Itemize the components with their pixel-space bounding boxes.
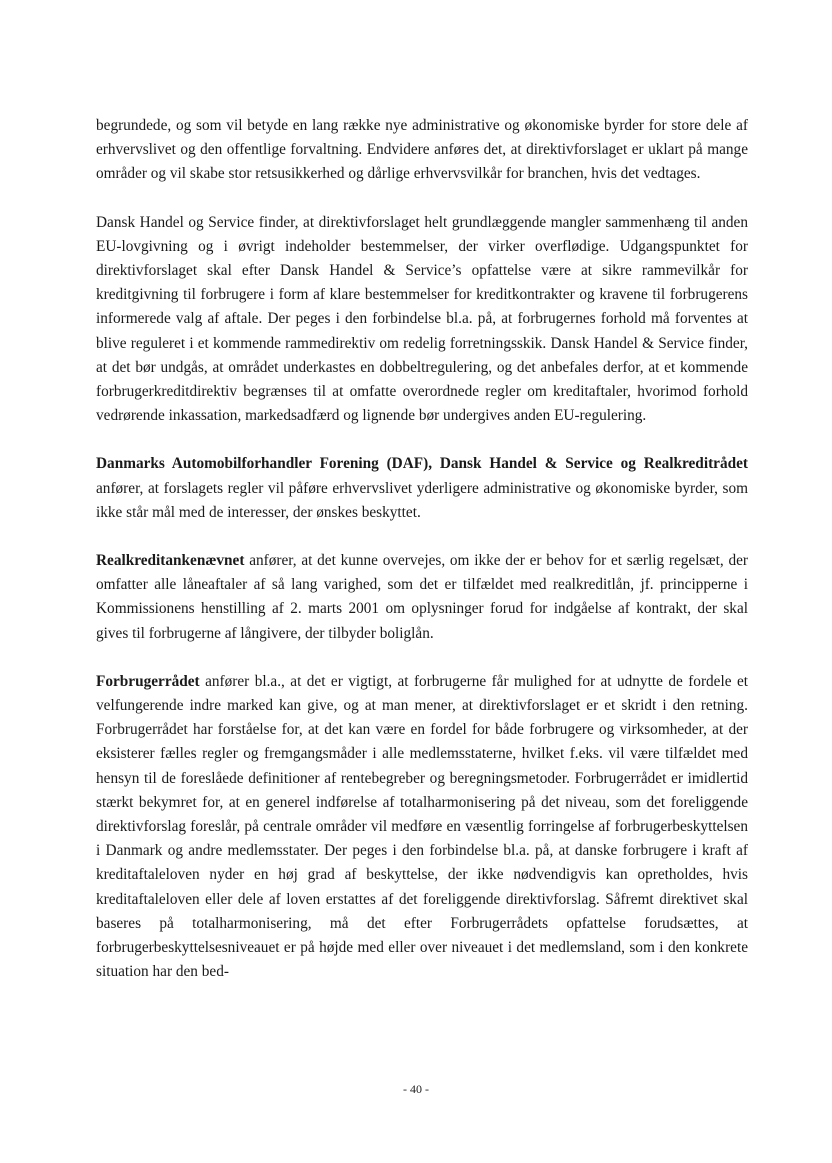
paragraph-forbrugerraadet — [96, 670, 748, 985]
paragraph-text: Dansk Handel og Service finder, at direktivforslaget helt grundlæggende mangler sammenhæng til anden EU-lovgivning og i øvrigt indeholder bestemmelser, der virker overflødige. Udgangspunktet for direktivforslaget skal efter Dansk Handel & Service’s opfattelse være at sikre rammevilkår for kreditgivning til forbrugere i form af klare bestemmelser for kreditkontrakter og kravene til forbrugerens informerede valg af aftale. Der peges i den forbindelse bl.a. på, at forbrugernes forhold må forventes at blive reguleret i et kommende rammedirektiv om redelig forretningsskik. Dansk Handel & Service finder, at det bør undgås, at området underkastes en dobbeltregulering, og det anbefales derfor, at et kommende forbrugerkreditdirektiv begrænses til at omfatte overordnede regler om kreditaftaler, hvorimod forhold vedrørende inkassation, markedsadfærd og lignende bør undergives anden EU-regulering. — [96, 213, 748, 425]
paragraph-lead: Forbrugerrådet — [96, 672, 200, 690]
page-number: - 40 - — [403, 1082, 429, 1096]
paragraph-text: begrundede, og som vil betyde en lang række nye administrative og økonomiske byrder for store dele af erhvervslivet og den offentlige forvaltning. Endvidere anføres det, at direktivforslaget er uklart på mange områder og vil skabe stor retsusikkerhed og dårlige erhvervsvilkår for branchen, hvis det vedtages. — [96, 117, 748, 183]
paragraph-daf — [96, 452, 748, 525]
paragraph-dansk-handel — [96, 211, 748, 429]
document-body — [96, 114, 748, 985]
paragraph-continuation — [96, 114, 748, 187]
paragraph-realkreditankenaevnet — [96, 549, 748, 646]
paragraph-lead: Danmarks Automobilforhandler Forening (DAF), Dansk Handel & Service og Realkreditrådet — [96, 455, 748, 473]
paragraph-text: anfører, at forslagets regler vil påføre erhvervslivet yderligere administrative og økonomiske byrder, som ikke står mål med de interesser, der ønskes beskyttet. — [96, 479, 748, 521]
paragraph-text: anfører bl.a., at det er vigtigt, at forbrugerne får mulighed for at udnytte de fordele et velfungerende indre marked kan give, og at man mener, at direktivforslaget er et skridt i den retning. Forbrugerrådet har forståelse for, at det kan være en fordel for både forbrugere og virksomheder, at der eksisterer fælles regler og fremgangsmåder i alle medlemsstaterne, hvilket f.eks. vil være tilfældet med hensyn til de foreslåede definitioner af rentebegreber og beregningsmetoder. Forbrugerrådet er imidlertid stærkt bekymret for, at en generel indførelse af totalharmonisering på det niveau, som det foreliggende direktivforslag foreslår, på centrale områder vil medføre en væsentlig forringelse af forbrugerbeskyttelsen i Danmark og andre medlemsstater. Der peges i den forbindelse bl.a. på, at danske forbrugere i kraft af kreditaftaleloven nyder en høj grad af beskyttelse, der ikke nødvendigvis kan opretholdes, hvis kreditaftaleloven eller dele af loven erstattes af det foreliggende direktivforslag. Såfremt direktivet skal baseres på totalharmonisering, må det efter Forbrugerrådets opfattelse forudsættes, at forbrugerbeskyttelsesniveauet er på højde med eller over niveauet i det medlemsland, som i den konkrete situation har den bed- — [96, 672, 748, 981]
paragraph-text: anfører, at det kunne overvejes, om ikke der er behov for et særlig regelsæt, der omfatter alle låneaftaler af så lang varighed, som det er tilfældet med realkreditlån, jf. principperne i Kommissionens henstilling af 2. marts 2001 om oplysninger forud for indgåelse af kontrakt, der skal gives til forbrugerne af långivere, der tilbyder boliglån. — [96, 552, 748, 642]
paragraph-lead: Realkreditankenævnet — [96, 552, 245, 570]
